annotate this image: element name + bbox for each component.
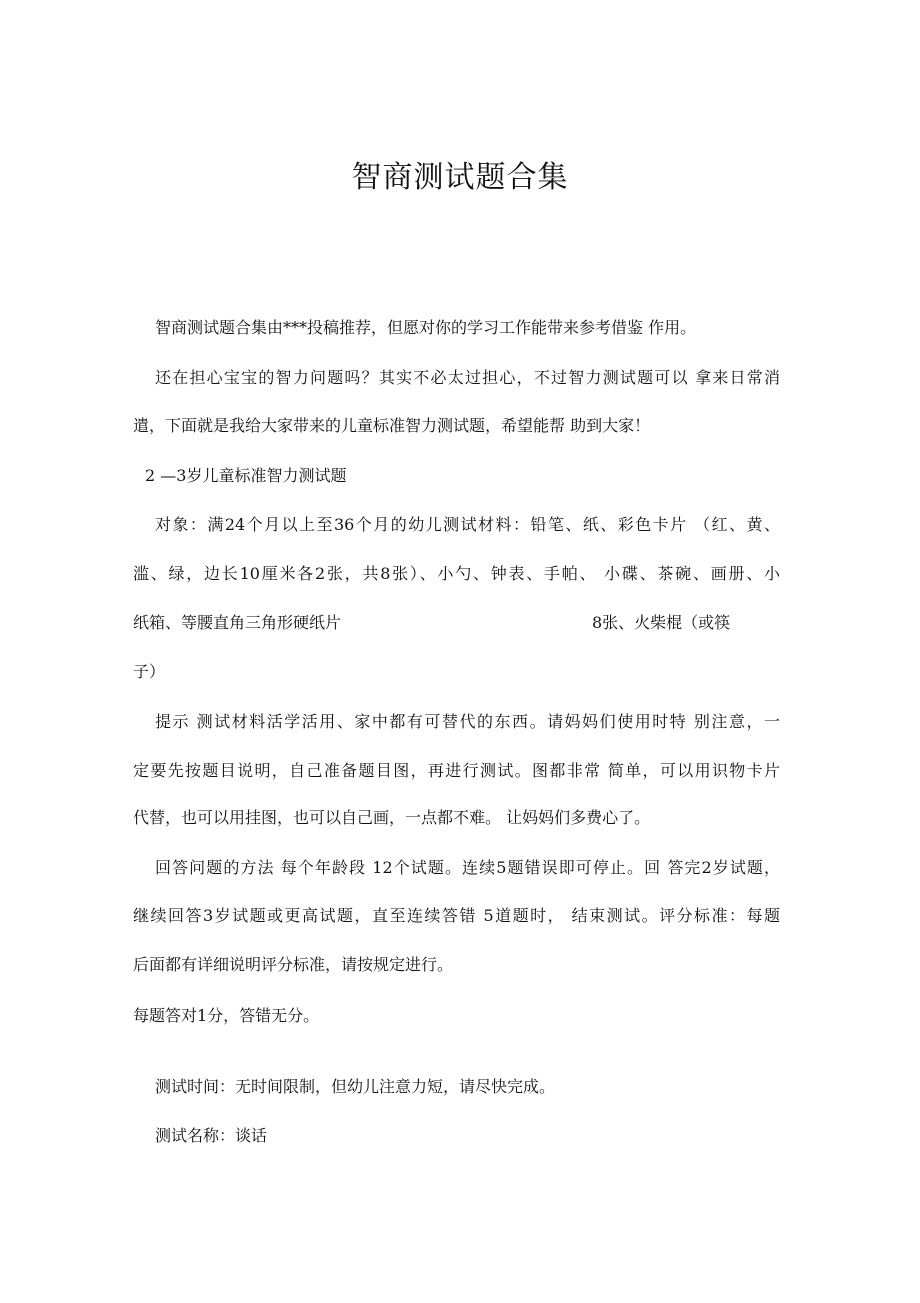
scoring-rule: 每题答对1分，答错无分。 — [133, 1006, 320, 1025]
tips-line-2: 定要先按题目说明，自己准备题目图，再进行测试。图都非常 简单，可以用识物卡片 — [133, 761, 780, 780]
test-time: 测试时间：无时间限制，但幼儿注意力短，请尽快完成。 — [155, 1077, 556, 1096]
test-name: 测试名称：谈话 — [155, 1126, 268, 1145]
materials-line-2: 滥、绿，边长10厘米各2张，共8张）、小勺、钟表、手帕、 小碟、茶碗、画册、小 — [133, 564, 780, 583]
section-heading: 2 —3岁儿童标准智力测试题 — [145, 466, 347, 485]
method-line-2: 继续回答3岁试题或更高试题，直至连续答错 5道题时， 结束测试。评分标准：每题 — [133, 906, 780, 925]
materials-line-3-right: 8张、火柴棍（或筷 — [592, 613, 731, 632]
document-title: 智商测试题合集 — [351, 160, 569, 195]
materials-line-4: 子） — [133, 662, 166, 681]
materials-line-1: 对象：满24个月以上至36个月的幼儿测试材料：铅笔、纸、彩色卡片 （红、黄、 — [155, 515, 780, 534]
tips-line-1: 提示 测试材料活学活用、家中都有可替代的东西。请妈妈们使用时特 别注意，一 — [155, 712, 780, 731]
intro-paragraph: 智商测试题合集由***投稿推荐，但愿对你的学习工作能带来参考借鉴 作用。 — [155, 318, 697, 337]
materials-line-3-left: 纸箱、等腰直角三角形硬纸片 — [133, 613, 342, 632]
method-line-3: 后面都有详细说明评分标准，请按规定进行。 — [133, 955, 454, 974]
paragraph-2-line-1: 还在担心宝宝的智力问题吗？其实不必太过担心，不过智力测试题可以 拿来日常消 — [155, 368, 780, 387]
paragraph-2-line-2: 遣，下面就是我给大家带来的儿童标准智力测试题，希望能帮 助到大家！ — [133, 416, 651, 435]
method-line-1: 回答问题的方法 每个年龄段 12个试题。连续5题错误即可停止。回 答完2岁试题， — [155, 858, 780, 877]
tips-line-3: 代替，也可以用挂图，也可以自己画，一点都不难。 让妈妈们多费心了。 — [133, 808, 651, 827]
